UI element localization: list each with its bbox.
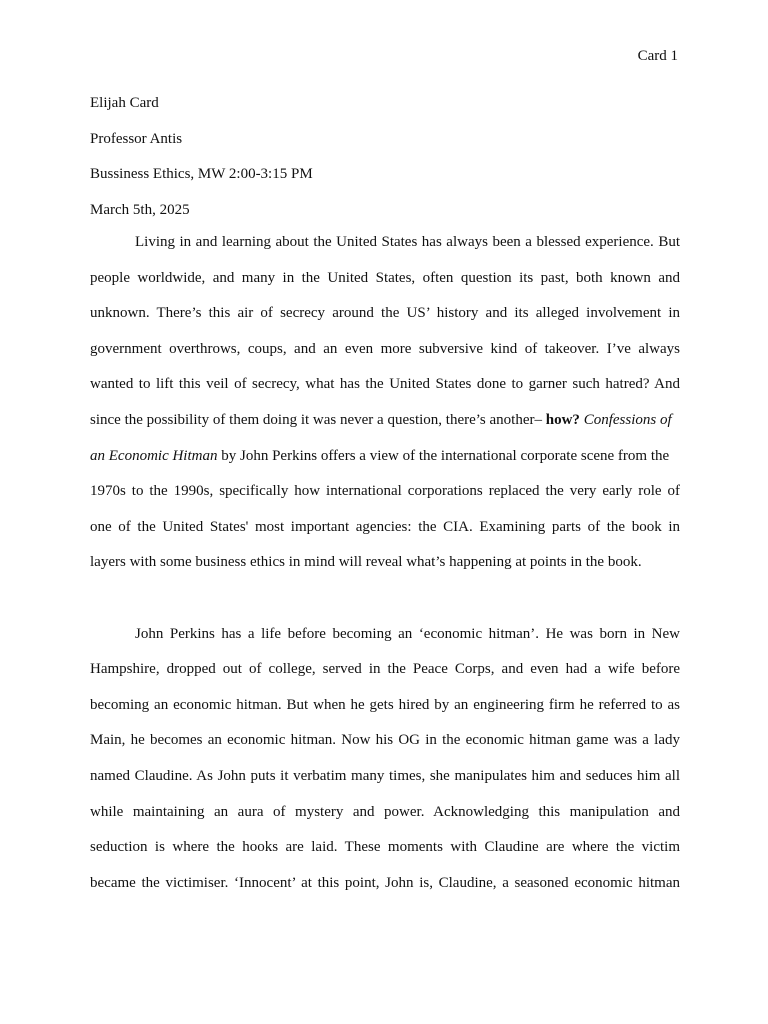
paragraph-1-line — [90, 340, 680, 376]
course-name: Bussiness Ethics, MW 2:00-3:15 PM — [90, 166, 313, 183]
line-text: layers with some business ethics in mind will reveal what’s happening at points in the book. — [90, 554, 642, 571]
paragraph-2-line — [90, 874, 680, 910]
line-text: became the victimiser. ‘Innocent’ at this point, John is, Claudine, a seasoned economic hitman — [90, 874, 680, 891]
line-text: named Claudine. As John puts it verbatim many times, she manipulates him and seduces him all — [90, 767, 680, 784]
running-head: Card 1 — [637, 48, 678, 64]
line-text: people worldwide, and many in the United States, often question its past, both known and — [90, 269, 680, 286]
book-title-italic: Confessions of — [579, 411, 672, 428]
paragraph-2-line — [90, 696, 680, 732]
line-text: John Perkins has a life before becoming an ‘economic hitman’. He was born in New — [135, 625, 680, 642]
paragraph-1-line — [90, 375, 680, 411]
paragraph-1-line — [90, 482, 680, 518]
line-text: becoming an economic hitman. But when he gets hired by an engineering firm he referred to as — [90, 696, 680, 713]
paragraph-2-line — [90, 803, 680, 839]
paragraph-1-line — [90, 269, 680, 305]
line-text: wanted to lift this veil of secrecy, what has the United States done to garner such hatred? And — [90, 376, 680, 393]
line-text: unknown. There’s this air of secrecy around the US’ history and its alleged involvement in — [90, 305, 680, 322]
bold-emphasis: how? — [545, 411, 580, 428]
paragraph-1-line — [90, 447, 680, 483]
line-text: Hampshire, dropped out of college, served in the Peace Corps, and even had a wife before — [90, 661, 680, 678]
line-text: while maintaining an aura of mystery and power. Acknowledging this manipulation and — [90, 803, 680, 820]
line-text: since the possibility of them doing it was never a question, there’s another– — [90, 411, 546, 428]
paragraph-2-line — [90, 625, 680, 661]
book-title-italic: an Economic Hitman — [90, 447, 218, 464]
line-text: 1970s to the 1990s, specifically how international corporations replaced the very early role of — [90, 483, 680, 500]
line-text: Main, he becomes an economic hitman. Now his OG in the economic hitman game was a lady — [90, 732, 680, 749]
professor-name: Professor Antis — [90, 130, 183, 147]
paragraph-gap — [90, 589, 680, 625]
paragraph-2-line — [90, 731, 680, 767]
paragraph-1-line — [90, 411, 680, 447]
author-name: Elijah Card — [90, 95, 159, 111]
line-text: by John Perkins offers a view of the international corporate scene from the — [217, 447, 670, 464]
paragraph-2-line — [90, 838, 680, 874]
date: March 5th, 2025 — [90, 201, 190, 218]
paragraph-1-line — [90, 518, 680, 554]
paragraph-1-line — [90, 304, 680, 340]
paragraph-1-line — [90, 233, 680, 269]
line-text: Living in and learning about the United States has always been a blessed experience. But — [135, 234, 680, 250]
line-text: government overthrows, coups, and an even more subversive kind of takeover. I’ve always — [90, 340, 680, 357]
paragraph-2-line — [90, 660, 680, 696]
paragraph-1-line — [90, 553, 680, 589]
paragraph-2-line — [90, 767, 680, 803]
heading-block — [90, 94, 680, 236]
line-text: one of the United States' most important agencies: the CIA. Examining parts of the book in — [90, 518, 680, 535]
essay-body — [90, 233, 680, 909]
line-text: seduction is where the hooks are laid. These moments with Claudine are where the victim — [90, 839, 680, 856]
